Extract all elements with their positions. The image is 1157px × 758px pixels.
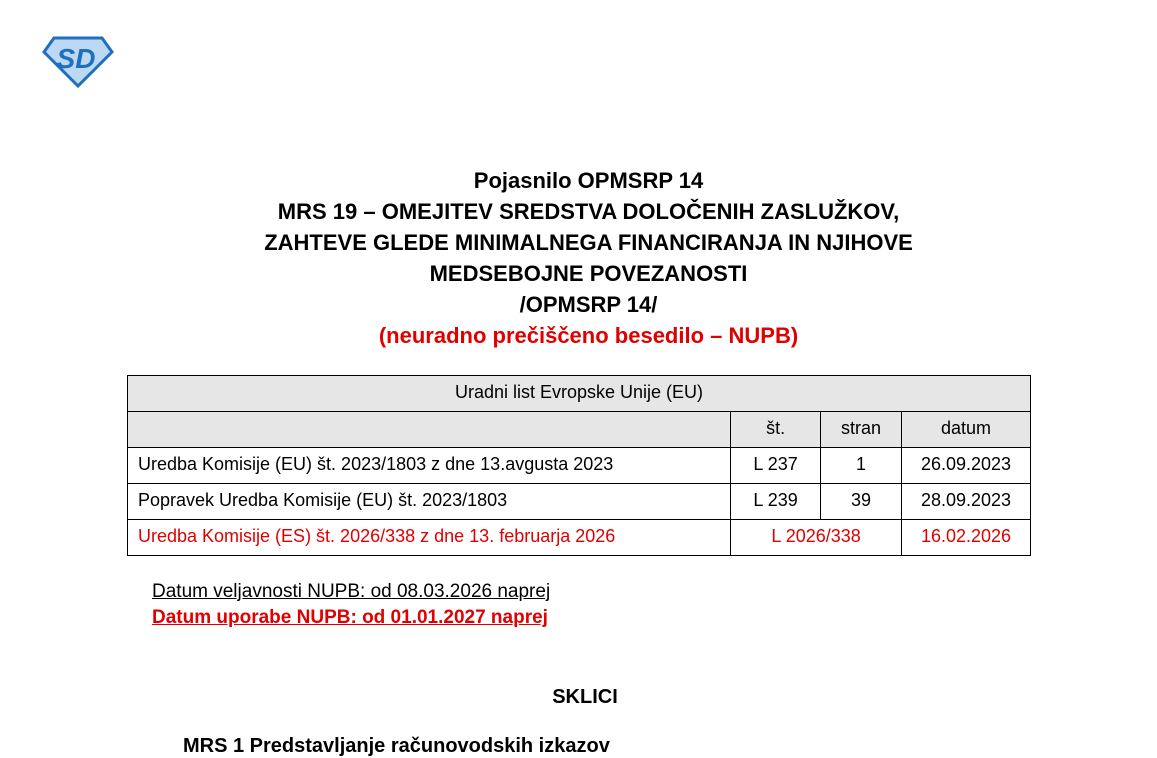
number-page-cell: L 2026/338 <box>731 520 902 556</box>
page-cell: 39 <box>821 484 902 520</box>
validity-date: Datum veljavnosti NUPB: od 08.03.2026 naprej <box>152 581 551 602</box>
header-cell: stran <box>821 412 902 448</box>
title-line: MRS 19 – OMEJITEV SREDSTVA DOLOČENIH ZASLUŽKOV, <box>277 199 900 224</box>
regulation-cell: Popravek Uredba Komisije (EU) št. 2023/1803 <box>128 484 731 520</box>
number-cell: L 239 <box>731 484 821 520</box>
svg-text:SD: SD <box>56 43 96 74</box>
date-cell: 16.02.2026 <box>902 520 1031 556</box>
sd-logo <box>42 34 114 88</box>
regulation-cell: Uredba Komisije (ES) št. 2026/338 z dne 13. februarja 2026 <box>128 520 731 556</box>
title-line: MEDSEBOJNE POVEZANOSTI <box>429 261 748 286</box>
table-caption-row <box>128 376 1031 412</box>
table-row <box>128 484 1031 520</box>
sklici-heading: SKLICI <box>552 686 618 708</box>
number-cell: L 237 <box>731 448 821 484</box>
header-cell: datum <box>902 412 1031 448</box>
table-row <box>128 448 1031 484</box>
document-title <box>0 165 1157 351</box>
application-date: Datum uporabe NUPB: od 01.01.2027 naprej <box>152 607 548 628</box>
table-row <box>128 520 1031 556</box>
table-header-row <box>128 412 1031 448</box>
date-cell: 26.09.2023 <box>902 448 1031 484</box>
page-cell: 1 <box>821 448 902 484</box>
header-cell: št. <box>731 412 821 448</box>
subtitle: (neuradno prečiščeno besedilo – NUPB) <box>378 323 799 348</box>
title-line: /OPMSRP 14/ <box>519 292 658 317</box>
nupb-dates <box>152 579 550 631</box>
date-cell: 28.09.2023 <box>902 484 1031 520</box>
eu-journal-table <box>127 375 1031 556</box>
title-line: Pojasnilo OPMSRP 14 <box>473 168 704 193</box>
sklici-first-item: MRS 1 Predstavljanje računovodskih izkazov <box>183 735 610 757</box>
title-line: ZAHTEVE GLEDE MINIMALNEGA FINANCIRANJA IN NJIHOVE <box>264 230 913 255</box>
regulation-cell: Uredba Komisije (EU) št. 2023/1803 z dne 13.avgusta 2023 <box>128 448 731 484</box>
table-caption: Uradni list Evropske Unije (EU) <box>128 376 1031 412</box>
header-cell <box>128 412 731 448</box>
